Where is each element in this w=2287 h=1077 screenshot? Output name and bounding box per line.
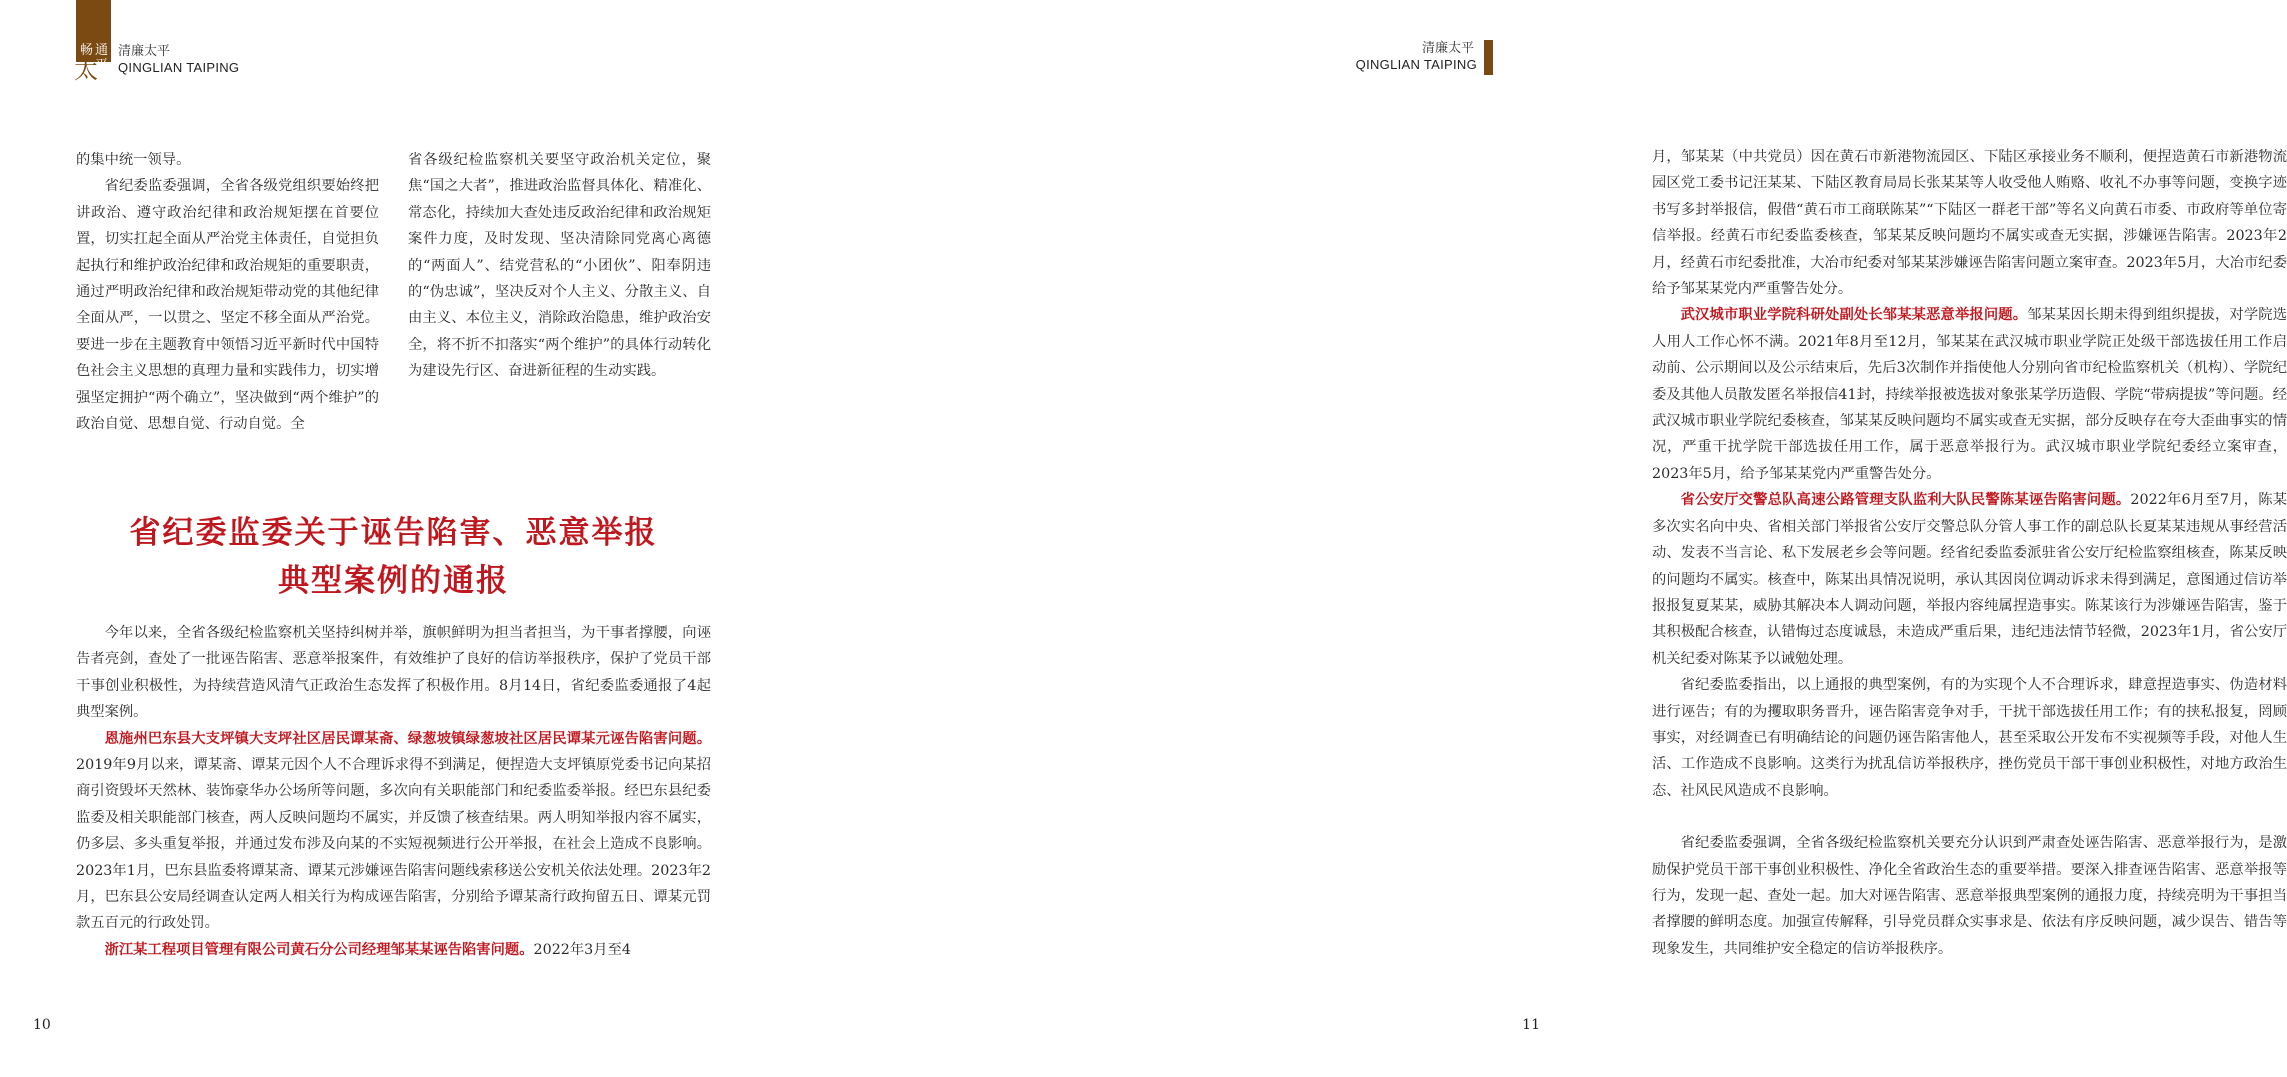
logo-char: 太	[74, 56, 98, 84]
case-paragraph	[76, 726, 711, 937]
paragraph: 的集中统一领导。	[76, 152, 191, 168]
notice-body	[76, 620, 711, 963]
header-cn-title: 清廉太平	[1421, 41, 1474, 56]
notice-title-line: 省纪委监委关于诬告陷害、恶意举报	[129, 515, 658, 551]
paragraph: 月，邹某某（中共党员）因在黄石市新港物流园区、下陆区承接业务不顺利，便捏造黄石市新港物流园区党工委书记汪某某、下陆区教育局局长张某某等人收受他人贿赂、收礼不办事等问题，变换字迹书写多封举报信，假借“黄石市工商联陈某”“下陆区一群老干部”等名义向黄石市委、市政府等单位寄信举报。经黄石市纪委监委核查，邹某某反映问题均不属实或查无实据，涉嫌诬告陷害。2023年2月，经黄石市纪委批准，大冶市纪委对邹某某涉嫌诬告陷害问题立案审查。2023年5月，大冶市纪委给予邹某某党内严重警告处分。	[1652, 149, 2287, 298]
notice-title	[76, 509, 711, 605]
paragraph: 今年以来，全省各级纪检监察机关坚持纠树并举，旗帜鲜明为担当者担当，为干事者撑腰，向诬告者亮剑，查处了一批诬告陷害、恶意举报案件，有效维护了良好的信访举报秩序，保护了党员干部干事创业积极性，为持续营造风清气正政治生态发挥了积极作用。8月14日，省纪委监委通报了4起典型案例。	[76, 625, 711, 721]
logo-char: 通	[95, 43, 109, 58]
header-en-title: QINGLIAN TAIPING	[1355, 57, 1477, 72]
case-text: 2022年6月至7月，陈某多次实名向中央、省相关部门举报省公安厅交警总队分管人事工作的副总队长夏某某违规从事经营活动、发表不当言论、私下发展老乡会等问题。经省纪委监委派驻省公安厅纪检监察组核查，陈某反映的问题均不属实。核查中，陈某出具情况说明，承认其因岗位调动诉求未得到满足，意图通过信访举报报复夏某某，威胁其解决本人调动问题，举报内容纯属捏造事实。陈某该行为涉嫌诬告陷害，鉴于其积极配合核查，认错悔过态度诚恳，未造成严重后果，违纪违法情节轻微，2023年1月，省公安厅机关纪委对陈某予以诫勉处理。	[1652, 492, 2287, 667]
case-paragraph	[76, 937, 711, 963]
case-text: 2019年9月以来，谭某斋、谭某元因个人不合理诉求得不到满足，便捏造大支坪镇原党委书记向某招商引资毁坏天然林、装饰豪华办公场所等问题，多次向有关职能部门和纪委监委举报。经巴东县纪委监委及相关职能部门核查，两人反映问题均不属实，并反馈了核查结果。两人明知举报内容不属实，仍多层、多头重复举报，并通过发布涉及向某的不实短视频进行公开举报，在社会上造成不良影响。2023年1月，巴东县监委将谭某斋、谭某元涉嫌诬告陷害问题线索移送公安机关依法处理。2023年2月，巴东县公安局经调查认定两人相关行为构成诬告陷害，分别给予谭某斋行政拘留五日、谭某元罚款五百元的行政处罚。	[76, 757, 711, 932]
logo-char: 平	[95, 58, 109, 73]
case-text: 2022年3月至4	[533, 941, 631, 958]
case-paragraph	[1652, 302, 2287, 487]
header-en-title: QINGLIAN TAIPING	[118, 60, 240, 75]
logo-bar	[1484, 40, 1493, 75]
right-column	[1652, 144, 2287, 962]
paragraph: 省纪委监委强调，全省各级纪检监察机关要充分认识到严肃查处诬告陷害、恶意举报行为，是激励保护党员干部干事创业积极性、净化全省政治生态的重要举措。要深入排查诬告陷害、恶意举报等行为，发现一起、查处一起。加大对诬告陷害、恶意举报典型案例的通报力度，持续亮明为干事担当者撑腰的鲜明态度。加强宣传解释，引导党员群众实事求是、依法有序反映问题，减少误告、错告等现象发生，共同维护安全稳定的信访举报秩序。	[1652, 835, 2287, 957]
right-page	[794, 0, 2287, 1077]
notice-title-line: 典型案例的通报	[278, 563, 509, 599]
case-title: 武汉城市职业学院科研处副处长邹某某恶意举报问题。	[1680, 307, 2028, 324]
case-paragraph	[1652, 487, 2287, 672]
case-title: 恩施州巴东县大支坪镇大支坪社区居民谭某斋、绿葱坡镇绿葱坡社区居民谭某元诬告陷害问题。	[104, 730, 711, 747]
case-text: 邹某某因长期未得到组织提拔，对学院选人用人工作心怀不满。2021年8月至12月，邹某某在武汉城市职业学院正处级干部选拔任用工作启动前、公示期间以及公示结束后，先后3次制作并指使他人分别向省市纪检监察机关（机构）、学院纪委及其他人员散发匿名举报信41封，持续举报被选拔对象张某学历造假、学院“带病提拔”等问题。经武汉城市职业学院纪委核查，邹某某反映问题均不属实或查无实据，部分反映存在夸大歪曲事实的情况，严重干扰学院干部选拔任用工作，属于恶意举报行为。武汉城市职业学院纪委经立案审查，2023年5月，给予邹某某党内严重警告处分。	[1652, 307, 2287, 482]
paragraph: 省各级纪检监察机关要坚守政治机关定位，聚焦“国之大者”，推进政治监督具体化、精准化、常态化，持续加大查处违反政治纪律和政治规矩案件力度，及时发现、坚决清除同党离心离德的“两面人”、结党营私的“小团伙”、阳奉阴违的“伪忠诚”，坚决反对个人主义、分散主义、自由主义、本位主义，消除政治隐患，维护政治安全，将不折不扣落实“两个维护”的具体行动转化为建设先行区、奋进新征程的生动实践。	[408, 152, 711, 380]
left-page	[0, 0, 794, 1077]
page-number: 11	[1522, 1017, 1540, 1033]
paragraph: 省纪委监委指出，以上通报的典型案例，有的为实现个人不合理诉求，肆意捏造事实、伪造材料进行诬告；有的为攫取职务晋升，诬告陷害竞争对手，干扰干部选拔任用工作；有的挟私报复，罔顾事实，对经调查已有明确结论的问题仍诬告陷害他人，甚至采取公开发布不实视频等手段，对他人生活、工作造成不良影响。这类行为扰乱信访举报秩序，挫伤党员干部干事创业积极性，对地方政治生态、社风民风造成不良影响。	[1652, 677, 2287, 799]
page-number: 10	[33, 1017, 51, 1033]
case-title: 浙江某工程项目管理有限公司黄石分公司经理邹某某诬告陷害问题。	[104, 941, 534, 958]
left-column-2	[408, 147, 711, 385]
header-cn-title: 清廉太平	[118, 44, 171, 59]
left-column-1	[76, 147, 379, 437]
paragraph: 省纪委监委强调，全省各级党组织要始终把讲政治、遵守政治纪律和政治规矩摆在首要位置，切实扛起全面从严治党主体责任，自觉担负起执行和维护政治纪律和政治规矩的重要职责，通过严明政治纪律和政治规矩带动党的其他纪律全面从严，一以贯之、坚定不移全面从严治党。要进一步在主题教育中领悟习近平新时代中国特色社会主义思想的真理力量和实践伟力，切实增强坚定拥护“两个确立”，坚决做到“两个维护”的政治自觉、思想自觉、行动自觉。全	[76, 178, 379, 433]
logo-char: 畅	[80, 43, 94, 58]
case-title: 省公安厅交警总队高速公路管理支队监利大队民警陈某诬告陷害问题。	[1680, 492, 2131, 509]
